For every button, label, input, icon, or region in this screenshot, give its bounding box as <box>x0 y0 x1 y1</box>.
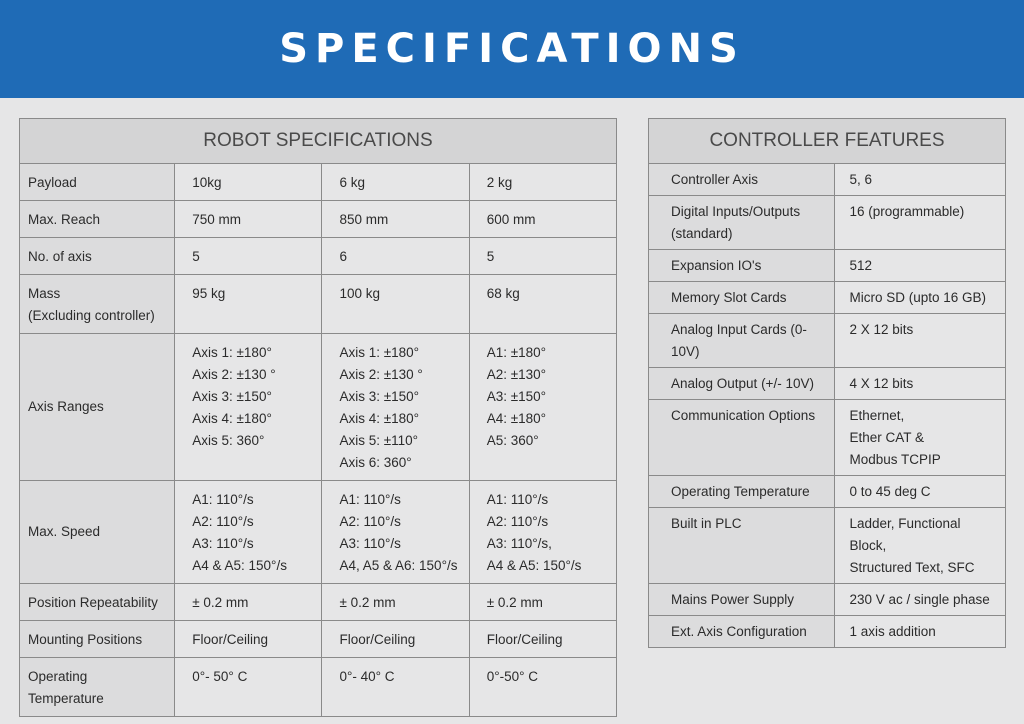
cell-value: Ladder, Functional Block, Structured Text, SFC <box>835 508 1006 584</box>
cell-value: 600 mm <box>469 201 616 238</box>
table-row <box>649 314 1006 368</box>
row-label: Controller Axis <box>649 164 835 196</box>
cell-value: A1: 110°/s A2: 110°/s A3: 110°/s, A4 & A5: 150°/s <box>469 481 616 584</box>
table-row <box>649 616 1006 648</box>
cell-value: 68 kg <box>469 275 616 334</box>
table-row <box>649 400 1006 476</box>
cell-value: Axis 1: ±180° Axis 2: ±130 ° Axis 3: ±150° Axis 4: ±180° Axis 5: ±110° Axis 6: 360° <box>322 334 469 481</box>
row-label: Communication Options <box>649 400 835 476</box>
table-row <box>20 334 617 481</box>
robot-specifications-table <box>19 118 617 717</box>
table-header-row <box>649 119 1006 164</box>
table-row <box>20 621 617 658</box>
cell-value: 5 <box>469 238 616 275</box>
cell-value: Floor/Ceiling <box>175 621 322 658</box>
cell-value: ± 0.2 mm <box>322 584 469 621</box>
cell-value: 2 kg <box>469 164 616 201</box>
row-label: Max. Reach <box>20 201 175 238</box>
row-label: Payload <box>20 164 175 201</box>
table-row <box>649 196 1006 250</box>
row-label: Mass (Excluding controller) <box>20 275 175 334</box>
table-row <box>649 250 1006 282</box>
cell-value: A1: 110°/s A2: 110°/s A3: 110°/s A4, A5 & A6: 150°/s <box>322 481 469 584</box>
row-label: Analog Output (+/- 10V) <box>649 368 835 400</box>
row-label: Operating Temperature <box>649 476 835 508</box>
controller-features-table <box>648 118 1006 648</box>
table-row <box>20 275 617 334</box>
cell-value: A1: 110°/s A2: 110°/s A3: 110°/s A4 & A5: 150°/s <box>175 481 322 584</box>
row-label: Max. Speed <box>20 481 175 584</box>
cell-value: A1: ±180° A2: ±130° A3: ±150° A4: ±180° A5: 360° <box>469 334 616 481</box>
row-label: Built in PLC <box>649 508 835 584</box>
table-row <box>649 476 1006 508</box>
controller-features-heading: CONTROLLER FEATURES <box>649 119 1006 164</box>
row-label: Operating Temperature <box>20 658 175 717</box>
row-label: Axis Ranges <box>20 334 175 481</box>
cell-value: 0°- 50° C <box>175 658 322 717</box>
cell-value: Micro SD (upto 16 GB) <box>835 282 1006 314</box>
table-header-row <box>20 119 617 164</box>
table-row <box>20 238 617 275</box>
cell-value: 4 X 12 bits <box>835 368 1006 400</box>
row-label: Ext. Axis Configuration <box>649 616 835 648</box>
cell-value: 5 <box>175 238 322 275</box>
table-row <box>649 164 1006 196</box>
cell-value: Ethernet, Ether CAT & Modbus TCPIP <box>835 400 1006 476</box>
row-label: Expansion IO's <box>649 250 835 282</box>
title-banner <box>0 0 1024 98</box>
row-label: Mounting Positions <box>20 621 175 658</box>
robot-specifications-heading: ROBOT SPECIFICATIONS <box>20 119 617 164</box>
table-row <box>20 481 617 584</box>
cell-value: 0°-50° C <box>469 658 616 717</box>
cell-value: 5, 6 <box>835 164 1006 196</box>
cell-value: 1 axis addition <box>835 616 1006 648</box>
cell-value: 6 kg <box>322 164 469 201</box>
cell-value: 10kg <box>175 164 322 201</box>
cell-value: 512 <box>835 250 1006 282</box>
row-label: Position Repeatability <box>20 584 175 621</box>
table-row <box>20 658 617 717</box>
row-label: No. of axis <box>20 238 175 275</box>
table-row <box>649 368 1006 400</box>
cell-value: ± 0.2 mm <box>175 584 322 621</box>
cell-value: Axis 1: ±180° Axis 2: ±130 ° Axis 3: ±150° Axis 4: ±180° Axis 5: 360° <box>175 334 322 481</box>
cell-value: 6 <box>322 238 469 275</box>
cell-value: Floor/Ceiling <box>322 621 469 658</box>
cell-value: 850 mm <box>322 201 469 238</box>
cell-value: 0°- 40° C <box>322 658 469 717</box>
cell-value: 100 kg <box>322 275 469 334</box>
page-title: SPECIFICATIONS <box>279 26 745 72</box>
table-row <box>649 584 1006 616</box>
table-row <box>649 508 1006 584</box>
cell-value: Floor/Ceiling <box>469 621 616 658</box>
cell-value: ± 0.2 mm <box>469 584 616 621</box>
cell-value: 16 (programmable) <box>835 196 1006 250</box>
cell-value: 95 kg <box>175 275 322 334</box>
table-row <box>20 164 617 201</box>
row-label: Mains Power Supply <box>649 584 835 616</box>
row-label: Memory Slot Cards <box>649 282 835 314</box>
row-label: Digital Inputs/Outputs (standard) <box>649 196 835 250</box>
cell-value: 750 mm <box>175 201 322 238</box>
table-row <box>649 282 1006 314</box>
row-label: Analog Input Cards (0-10V) <box>649 314 835 368</box>
table-row <box>20 201 617 238</box>
cell-value: 0 to 45 deg C <box>835 476 1006 508</box>
cell-value: 2 X 12 bits <box>835 314 1006 368</box>
table-row <box>20 584 617 621</box>
cell-value: 230 V ac / single phase <box>835 584 1006 616</box>
